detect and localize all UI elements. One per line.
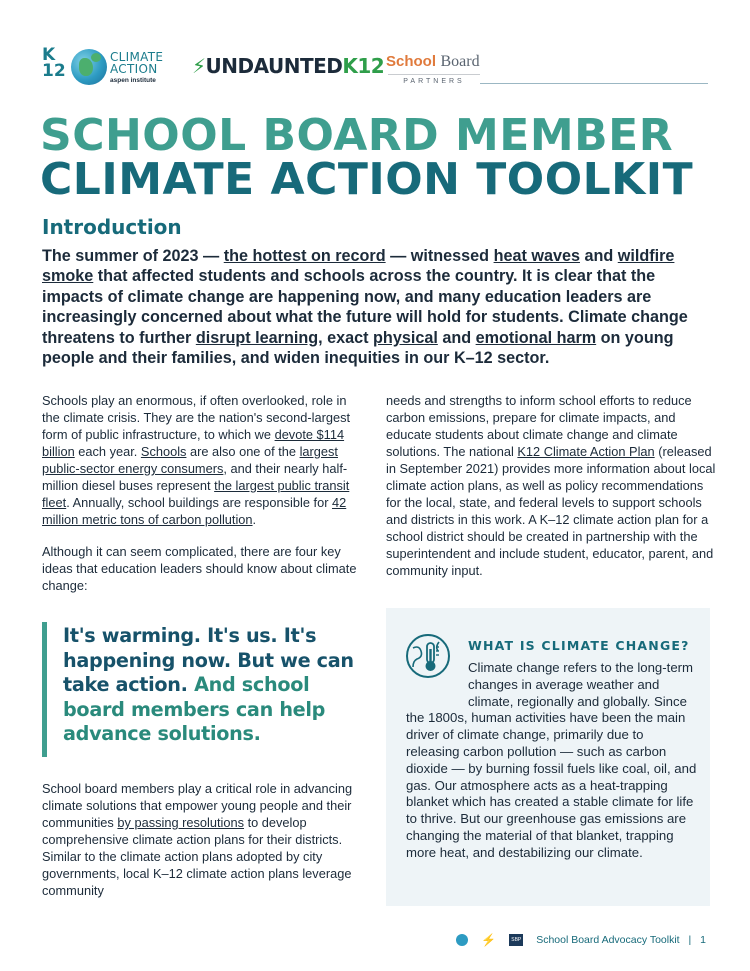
page-title-line2: CLIMATE ACTION TOOLKIT (40, 154, 694, 205)
intro-paragraph: The summer of 2023 — the hottest on record — witnessed heat waves and wildfire smoke that affected students and schools across the country. It is clear that the impacts of climate change are happening now, and many education leaders are increasingly concerned about what the future will hold for students. Climate change threatens to further disrupt learning, exact physical and emotional harm on young people and their families, and widen inequities in our K–12 sector. (42, 247, 688, 368)
box-body-text: Climate change refers to the long-term changes in average weather and climate, regionally and globally. Since the 1800s, human activities have been the main driver of climate change, primarily due to releasing carbon pollution — such as carbon dioxide — by burning fossil fuels like coal, oil, and gas. Our atmosphere acts as a heat-trapping blanket which has created a stable climate for life to thrive. But our greenhouse gas emissions are changing the material of that blanket, trapping more heat, and destabilizing our climate. (406, 660, 697, 860)
what-is-climate-change-box (386, 608, 710, 906)
bolt-icon: ⚡ (192, 54, 206, 78)
paragraph-four-key-ideas: Although it can seem complicated, there are four key ideas that education leaders should know about climate change: (42, 544, 357, 593)
paragraph-board-role: School board members play a critical role in advancing climate solutions that empower young people and their communities by passing resolutions to develop comprehensive climate action plans for their districts. Similar to the climate action plans adopted by city governments, local K–12 climate action plans leverage community (42, 781, 353, 898)
right-column-text (386, 392, 716, 579)
globe-icon (71, 49, 107, 85)
link-disrupt-learning[interactable]: disrupt learning (195, 328, 319, 347)
page-footer (456, 933, 706, 949)
link-transit-fleet[interactable]: the largest public transit fleet (42, 478, 350, 510)
paragraph-climate-plans: needs and strengths to inform school efforts to reduce carbon emissions, prepare for climate impacts, and educate students about climate change and climate solutions. The national K12 Climate Action Plan (released in September 2021) provides more information about local climate action plans, as well as policy recommendations for the local, state, and federal levels to support schools and districts in this work. A K–12 climate action plan for a school district should be created in partnership with the superintendent and include student, educator, parent, and community input. (386, 393, 716, 578)
left-column-text (42, 392, 364, 609)
link-42-million-tons[interactable]: 42 million metric tons of carbon pollution (42, 495, 347, 527)
k12-mark: K 12 (42, 45, 66, 81)
school-board-partners-logo: School Board PARTNERS (386, 53, 480, 85)
link-heat-waves[interactable]: heat waves (493, 247, 580, 265)
footer-bolt-icon: ⚡ (481, 933, 497, 947)
header-divider (480, 83, 708, 84)
footer-sbp-icon: SBP (509, 934, 523, 946)
page-number: 1 (700, 933, 706, 946)
header-logos (42, 45, 710, 87)
footer-separator: | (688, 933, 692, 946)
footer-globe-icon (456, 934, 468, 946)
link-devote-114-billion[interactable]: devote $114 billion (42, 427, 345, 459)
undaunted-k12-logo: ⚡UNDAUNTEDK12 (192, 54, 385, 78)
link-physical[interactable]: physical (373, 328, 438, 347)
link-passing-resolutions[interactable]: by passing resolutions (117, 815, 245, 830)
footer-label: School Board Advocacy Toolkit (536, 933, 680, 946)
key-ideas-callout (42, 622, 362, 757)
box-heading: WHAT IS CLIMATE CHANGE? (468, 638, 690, 653)
callout-text-warming: It's warming. It's us. It's happening now. But we can take action. (63, 624, 354, 696)
callout-text-school-boards: And school board members can help advance solutions. (63, 673, 326, 745)
link-emotional-harm[interactable]: emotional harm (475, 328, 597, 347)
link-hottest-on-record[interactable]: the hottest on record (223, 247, 386, 265)
link-energy-consumers[interactable]: largest public-sector energy consumers (42, 444, 338, 476)
page-title-line1: SCHOOL BOARD MEMBER (40, 110, 674, 161)
link-schools[interactable]: Schools (140, 444, 187, 459)
link-k12-climate-action-plan[interactable]: K12 Climate Action Plan (517, 444, 655, 459)
section-heading-introduction: Introduction (42, 215, 182, 239)
climate-action-wordmark: CLIMATE ACTION (110, 50, 164, 76)
aspen-institute-label: aspen institute (110, 77, 156, 84)
paragraph-schools-role: Schools play an enormous, if often overlooked, role in the climate crisis. They are the nation's second-largest form of public infrastructure, to which we devote $114 billion each year. Schools are also one of the largest public-sector energy consumers, and their nearly half-million diesel buses represent the largest public transit fleet. Annually, school buildings are responsible for 42 million metric tons of carbon pollution. (42, 393, 351, 527)
link-wildfire-smoke[interactable]: wildfire smoke (42, 247, 675, 286)
